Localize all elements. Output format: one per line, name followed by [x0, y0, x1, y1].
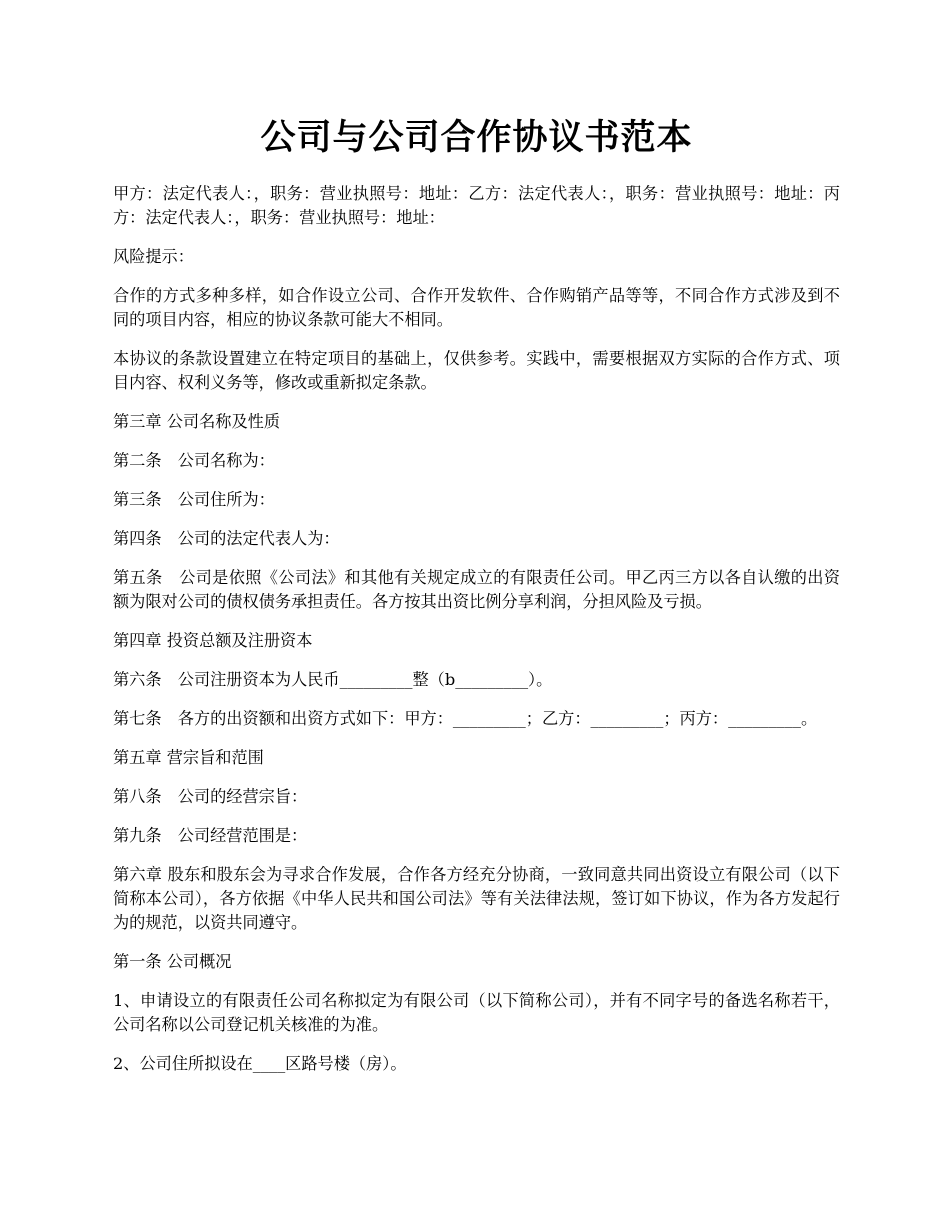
article-paragraph: 第二条 公司名称为：	[113, 451, 275, 470]
article-paragraph: 第四条 公司的法定代表人为：	[113, 529, 340, 548]
article-paragraph: 第一条 公司概况	[113, 952, 232, 971]
risk-paragraph-2: 本协议的条款设置建立在特定项目的基础上，仅供参考。实践中，需要根据双方实际的合作方式、项目内容、权利义务等，修改或重新拟定条款。	[113, 349, 840, 392]
article-paragraph: 第八条 公司的经营宗旨：	[113, 787, 308, 806]
document-page	[113, 0, 840, 1076]
risk-paragraph-1: 合作的方式多种多样，如合作设立公司、合作开发软件、合作购销产品等等，不同合作方式涉及到不同的项目内容，相应的协议条款可能大不相同。	[113, 286, 840, 329]
article-paragraph: 第九条 公司经营范围是：	[113, 826, 308, 845]
article-paragraph: 2、公司住所拟设在____区路号楼（房）。	[113, 1054, 407, 1073]
article-paragraph: 第三条 公司住所为：	[113, 490, 275, 509]
chapter-heading: 第四章 投资总额及注册资本	[113, 631, 313, 650]
chapter-heading: 第五章 营宗旨和范围	[113, 748, 264, 767]
parties-paragraph: 甲方：法定代表人：，职务：营业执照号：地址：乙方：法定代表人：，职务：营业执照号：地址：丙方：法定代表人：，职务：营业执照号：地址：	[113, 184, 840, 227]
article-paragraph: 第六条 公司注册资本为人民币_________整（b_________）。	[113, 670, 553, 689]
document-title: 公司与公司合作协议书范本	[260, 117, 693, 158]
article-paragraph: 第七条 各方的出资额和出资方式如下：甲方：_________；乙方：_________；丙方：_________。	[113, 709, 818, 728]
article-paragraph: 第五条 公司是依照《公司法》和其他有关规定成立的有限责任公司。甲乙丙三方以各自认缴的出资额为限对公司的债权债务承担责任。各方按其出资比例分享利润，分担风险及亏损。	[113, 568, 840, 611]
chapter-heading: 第三章 公司名称及性质	[113, 412, 281, 431]
article-paragraph: 1、申请设立的有限责任公司名称拟定为有限公司（以下简称公司），并有不同字号的备选名称若干，公司名称以公司登记机关核准的为准。	[113, 991, 840, 1034]
risk-heading: 风险提示：	[113, 247, 194, 266]
chapter-heading: 第六章 股东和股东会为寻求合作发展，合作各方经充分协商，一致同意共同出资设立有限公司（以下简称本公司），各方依据《中华人民共和国公司法》等有关法律法规，签订如下协议，作为各方发起行为的规范，以资共同遵守。	[113, 865, 840, 932]
